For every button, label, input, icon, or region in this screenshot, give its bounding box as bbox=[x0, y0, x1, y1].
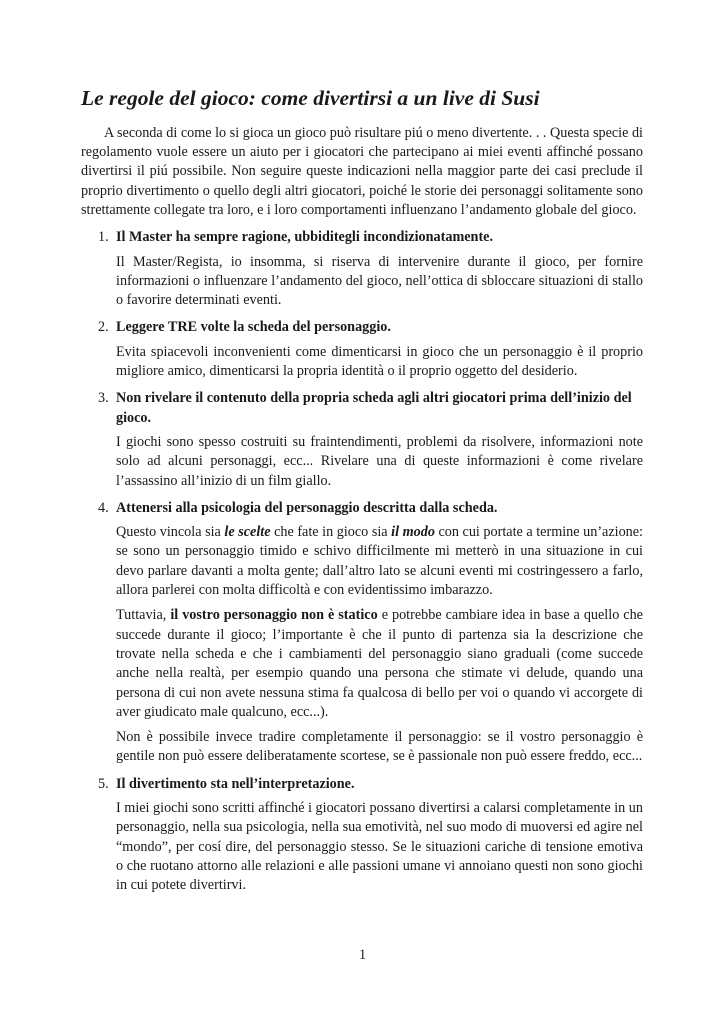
rule-item-5 bbox=[81, 775, 643, 896]
text-run: con cui portate a termine un’azione: se sono un personaggio timido e schivo difficilmente mi metterò in una situazione in cui devo parlare davanti a molta gente; dall’altro lato se alcuni eventi mi costringessero a farlo, allora parlerei con molta difficoltà e con evidentissimo imbarazzo. bbox=[116, 524, 644, 599]
rule-body-paragraph-2 bbox=[116, 606, 643, 722]
rule-body: I miei giochi sono scritti affinché i giocatori possano divertirsi a calarsi completamente in un personaggio, nella sua psicologia, nella sua emotività, nel suo modo di muoversi ed agire nel “mondo”, per cosí dire, del personaggio stesso. Se le situazioni cariche di tensione emotiva o che ruotano attorno alle relazioni e alle passioni umane vi annoiano questi non sono giochi in cui potete divertirvi. bbox=[116, 800, 643, 894]
page-number: 1 bbox=[358, 947, 367, 963]
text-run: che fate in gioco sia bbox=[270, 524, 392, 541]
rule-number: 2. bbox=[98, 319, 109, 336]
rule-body: I giochi sono spesso costruiti su fraintendimenti, problemi da risolvere, informazioni note solo ad alcuni personaggi, ecc... Rivelare una di queste informazioni è come rivelare l’assassino all’inizio di un film giallo. bbox=[116, 433, 643, 489]
rule-item-2 bbox=[81, 318, 643, 381]
rules-list bbox=[81, 228, 643, 895]
strong-statement: il vostro personaggio non è statico bbox=[170, 607, 378, 624]
rule-heading: Attenersi alla psicologia del personaggio descritta dalla scheda. bbox=[116, 499, 498, 516]
rule-item-3 bbox=[81, 389, 643, 490]
rule-item-1 bbox=[81, 228, 643, 310]
rule-number: 5. bbox=[98, 775, 109, 792]
rule-heading: Non rivelare il contenuto della propria scheda agli altri giocatori prima dell’inizio del gioco. bbox=[116, 390, 632, 426]
emphasis-scelte: le scelte bbox=[224, 524, 271, 541]
rule-number: 1. bbox=[98, 229, 109, 246]
text-run: Questo vincola sia bbox=[116, 524, 225, 541]
rule-body: Evita spiacevoli inconvenienti come dimenticarsi in gioco che un personaggio è il proprio migliore amico, dimenticarsi la propria identità o il proprio oggetto del desiderio. bbox=[116, 343, 643, 380]
rule-body-paragraph-3: Non è possibile invece tradire completamente il personaggio: se il vostro personaggio è gentile non può essere deliberatamente scortese, se è passionale non può essere freddo, ecc... bbox=[116, 729, 643, 765]
document-title: Le regole del gioco: come divertirsi a un live di Susi bbox=[81, 86, 540, 110]
rule-heading: Il Master ha sempre ragione, ubbiditegli incondizionatamente. bbox=[116, 229, 494, 246]
document-page bbox=[81, 86, 643, 903]
rule-heading: Il divertimento sta nell’interpretazione. bbox=[116, 775, 355, 792]
text-run: Tuttavia, bbox=[116, 607, 171, 624]
intro-paragraph: A seconda di come lo si gioca un gioco può risultare piú o meno divertente. . . Questa specie di regolamento vuole essere un aiuto per i giocatori che partecipano ai miei eventi affinché possano divertirsi il piú possibile. Non seguire queste indicazioni nella maggior parte dei casi preclude il proprio divertimento o quello degli altri giocatori, poiché le storie dei personaggi solitamente sono strettamente collegate tra loro, e i loro comportamenti influenzano l’andamento globale del gioco. bbox=[81, 124, 643, 218]
rule-body-paragraph-1 bbox=[116, 523, 643, 600]
rule-number: 3. bbox=[98, 390, 109, 407]
rule-body: Il Master/Regista, io insomma, si riserva di intervenire durante il gioco, per fornire informazioni o influenzare l’andamento del gioco, nell’ottica di sbloccare situazioni di stallo o favorire determinati eventi. bbox=[116, 253, 643, 309]
text-run: e potrebbe cambiare idea in base a quello che succede durante il gioco; l’importante è che il punto di partenza sia la descrizione che trovate nella scheda e che i cambiamenti del personaggio siano graduali (come succede anche nella realtà, per esempio quando una persona che stimate vi delude, quando una persona di cui non avete nessuna stima fa qualcosa di bello per voi o quando vi accorgete di aver giudicato male qualcuno, ecc...). bbox=[116, 607, 643, 720]
rule-number: 4. bbox=[98, 499, 109, 516]
rule-item-4 bbox=[81, 499, 643, 767]
rule-heading: Leggere TRE volte la scheda del personaggio. bbox=[116, 319, 391, 336]
emphasis-modo: il modo bbox=[391, 524, 435, 541]
